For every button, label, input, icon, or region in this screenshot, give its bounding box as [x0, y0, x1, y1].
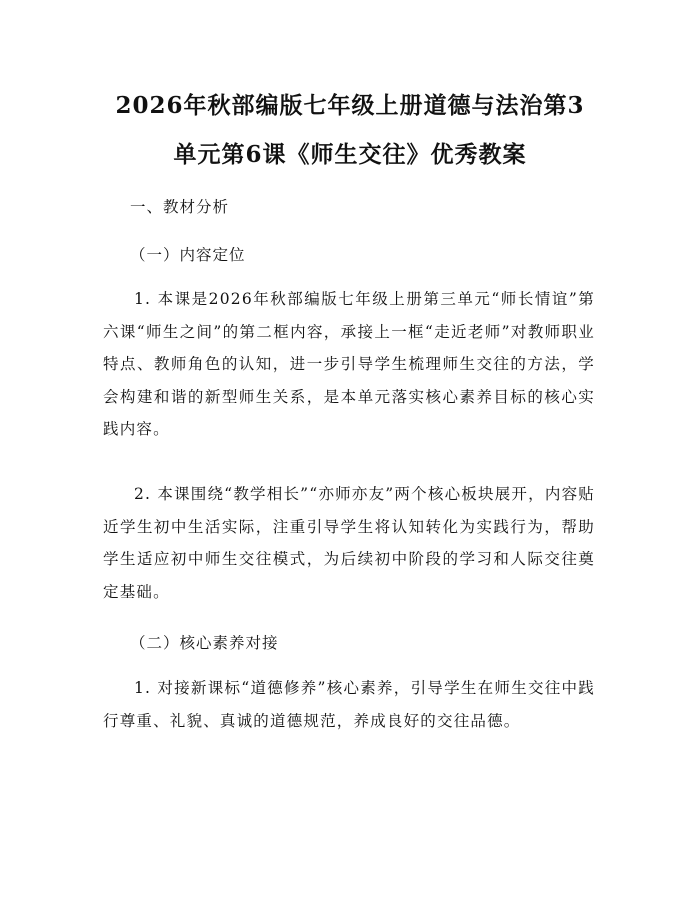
subsection-heading-core-literacy: （二）核心素养对接: [130, 634, 279, 652]
paragraph-content-positioning-1: 1. 本课是2026年秋部编版七年级上册第三单元“师长情谊”第六课“师生之间”的第二框内容，承接上一框“走近老师”对教师职业特点、教师角色的认知，进一步引导学生梳理师生交往的方法，学会构建和谐的新型师生关系，是本单元落实核心素养目标的核心实践内容。: [103, 290, 595, 438]
paragraph-core-literacy-1: 1. 对接新课标“道德修养”核心素养，引导学生在师生交往中践行尊重、礼貌、真诚的道德规范，养成良好的交往品德。: [103, 679, 595, 730]
document-title-line-2: 单元第6课《师生交往》优秀教案: [173, 141, 527, 168]
paragraph-content-positioning-2: 2. 本课围绕“教学相长”“亦师亦友”两个核心板块展开，内容贴近学生初中生活实际，注重引导学生将认知转化为实践行为，帮助学生适应初中师生交往模式，为后续初中阶段的学习和人际交往奠定基础。: [103, 485, 595, 601]
section-heading-textbook-analysis: 一、教材分析: [130, 198, 230, 216]
subsection-heading-content-positioning: （一）内容定位: [130, 246, 246, 264]
document-title-line-1: 2026年秋部编版七年级上册道德与法治第3: [115, 92, 585, 119]
